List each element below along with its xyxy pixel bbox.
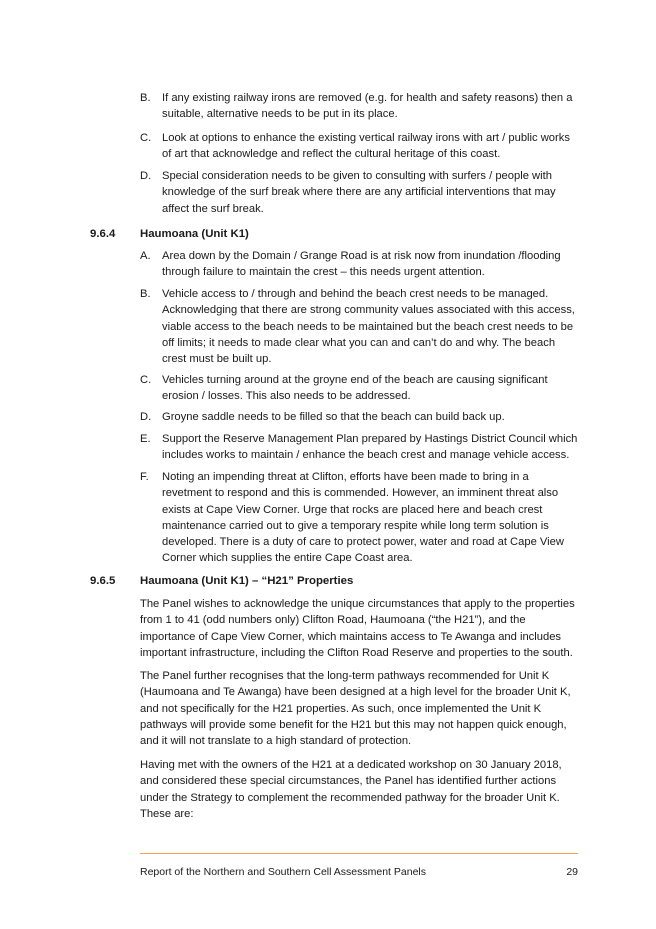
section-number: 9.6.5 [90, 575, 116, 587]
paragraph: The Panel wishes to acknowledge the unique circumstances that apply to the properties from 1 to 41 (odd numbers only) Clifton Road, Haumoana (“the H21”), and the importance of Cape View Corner, which maintains access to Te Awanga and includes important infrastructure, including the Clifton Road Reserve and properties to the south. [140, 598, 575, 659]
item-letter: F. [140, 471, 149, 483]
item-letter: B. [140, 92, 151, 104]
item-text: Special consideration needs to be given to consulting with surfers / people with knowledge of the surf break where there are any artificial interventions that may affect the surf break. [162, 170, 556, 215]
footer-title: Report of the Northern and Southern Cell Assessment Panels [140, 866, 426, 878]
list-item [140, 372, 580, 409]
section-heading-964 [90, 228, 249, 240]
item-text: Vehicles turning around at the groyne end of the beach are causing significant erosion / losses. This also needs to be addressed. [162, 374, 548, 403]
list-item [140, 168, 580, 217]
section-title: Haumoana (Unit K1) [140, 228, 249, 240]
section-heading-965 [90, 575, 353, 587]
item-text: Support the Reserve Management Plan prepared by Hastings District Council which includes works to maintain / enhance the beach crest and manage vehicle access. [162, 433, 578, 462]
list-item [140, 286, 580, 372]
item-letter: A. [140, 250, 151, 262]
intro-list [140, 90, 580, 217]
item-letter: E. [140, 433, 151, 445]
list-item [140, 90, 580, 130]
list-item [140, 409, 580, 431]
item-text: Vehicle access to / through and behind the beach crest needs to be managed. Acknowledging that there are strong community values associated with this access, viable access to the beach needs to be maintained but the beach crest needs to be off limits; it needs to made clear what you can and can’t do and why. The beach crest must be built up. [162, 288, 575, 366]
list-item [140, 431, 580, 469]
item-text: Groyne saddle needs to be filled so that the beach can build back up. [162, 411, 505, 423]
page-number: 29 [566, 866, 578, 878]
section-title: Haumoana (Unit K1) – “H21” Properties [140, 575, 354, 587]
item-letter: D. [140, 170, 152, 182]
item-text: Area down by the Domain / Grange Road is at risk now from inundation /flooding through failure to maintain the crest – this needs urgent attention. [162, 250, 561, 279]
paragraph: The Panel further recognises that the long-term pathways recommended for Unit K (Haumoana and Te Awanga) have been designed at a high level for the broader Unit K, and not specifically for the H21 properties. As such, once implemented the Unit K pathways will provide some benefit for the H21 but this may not happen quick enough, and it will not translate to a high standard of protection. [140, 670, 571, 748]
paragraph: Having met with the owners of the H21 at a dedicated workshop on 30 January 2018, and considered these special circumstances, the Panel has identified further actions under the Strategy to complement the recommended pathway for the broader Unit K. These are: [140, 759, 562, 820]
section-number: 9.6.4 [90, 228, 116, 240]
item-letter: D. [140, 411, 152, 423]
item-text: Noting an impending threat at Clifton, efforts have been made to bring in a revetment to respond and this is commended. However, an imminent threat also exists at Cape View Corner. Urge that rocks are placed here and beach crest maintenance carried out to give a temporary respite while long term solution is developed. There is a duty of care to protect power, water and road at Cape View Corner which supplies the entire Cape Coast area. [162, 471, 564, 565]
list-item [140, 248, 580, 286]
item-letter: C. [140, 374, 152, 386]
list-item [140, 469, 580, 567]
item-text: If any existing railway irons are removed (e.g. for health and safety reasons) then a suitable, alternative needs to be put in its place. [162, 92, 573, 121]
item-letter: B. [140, 288, 151, 300]
list-item [140, 130, 580, 168]
item-letter: C. [140, 132, 152, 144]
footer-rule [140, 853, 578, 854]
section-964-list [140, 248, 580, 567]
item-text: Look at options to enhance the existing vertical railway irons with art / public works of art that acknowledge and reflect the cultural heritage of this coast. [162, 132, 570, 161]
